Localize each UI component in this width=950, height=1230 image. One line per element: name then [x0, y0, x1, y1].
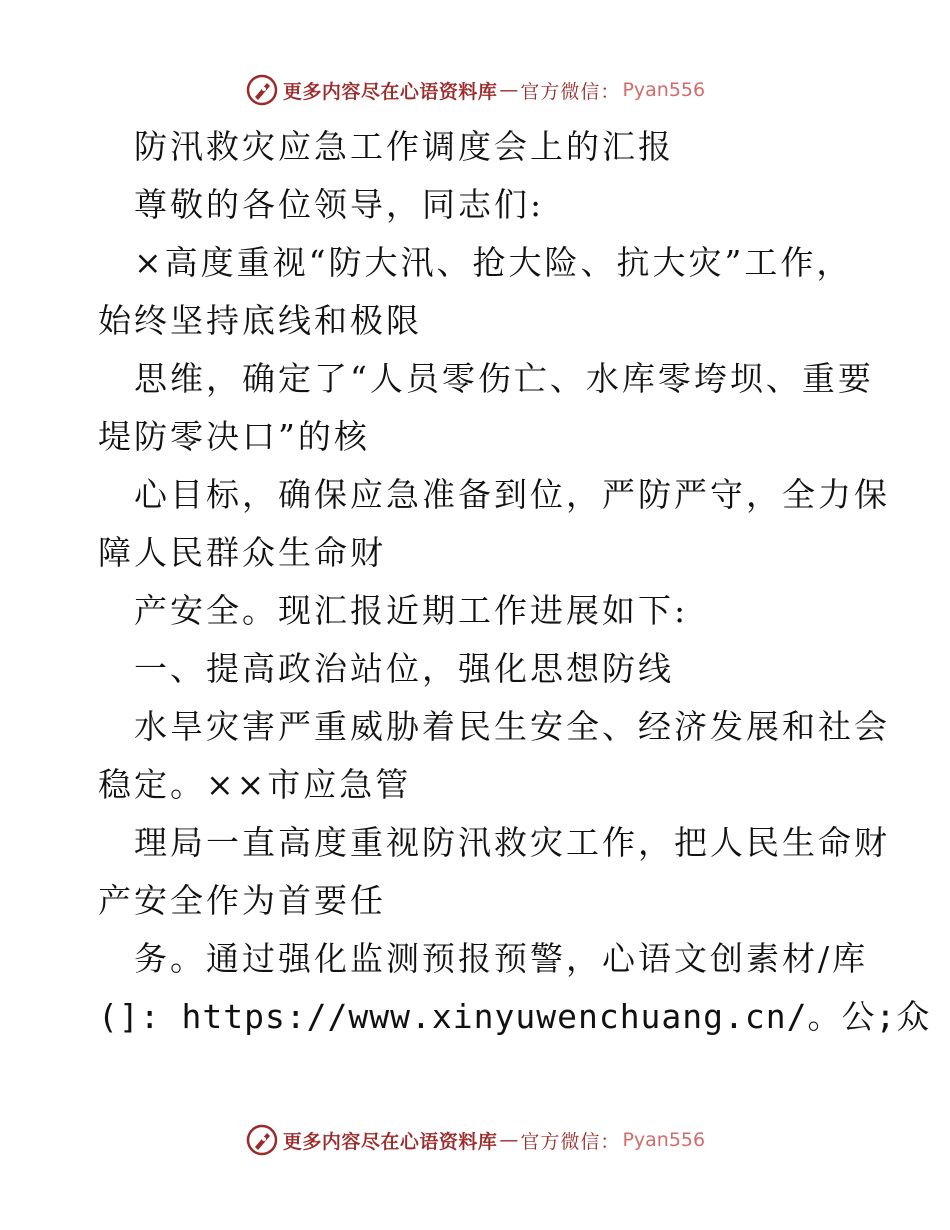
footer-watermark	[0, 1120, 950, 1160]
watermark-official-text: 官方微信：	[520, 80, 621, 103]
document-line: 水旱灾害严重威胁着民生安全、经济发展和社会	[134, 707, 890, 746]
watermark-dash: —	[499, 79, 519, 101]
document-line: 理局一直高度重视防汛救灾工作，把人民生命财	[134, 823, 890, 862]
document-url-line: (]: https://www.xinyuwenchuang.cn/。公;众	[98, 997, 931, 1036]
watermark-wechat-id: Pyan556	[622, 79, 706, 101]
document-line: 思维，确定了“人员零伤亡、水库零垮坝、重要	[134, 359, 874, 398]
header-watermark	[0, 70, 950, 110]
watermark-dash: —	[499, 1129, 519, 1151]
watermark-site-text: 更多内容尽在心语资料库	[282, 80, 498, 103]
section-heading: 一、提高政治站位，强化思想防线	[134, 649, 674, 688]
document-line: 稳定。××市应急管	[98, 765, 412, 804]
pen-nib-logo-icon	[245, 73, 279, 107]
watermark-official-text: 官方微信：	[520, 1130, 621, 1153]
document-line: 始终坚持底线和极限	[98, 301, 422, 340]
document-line: 堤防零决口”的核	[98, 417, 370, 456]
document-line: 尊敬的各位领导，同志们:	[134, 185, 545, 224]
document-line: 产安全。现汇报近期工作进展如下:	[134, 591, 689, 630]
watermark-wechat-id: Pyan556	[622, 1129, 706, 1151]
document-line: 心目标，确保应急准备到位，严防严守，全力保	[134, 475, 890, 514]
document-line: 产安全作为首要任	[98, 881, 386, 920]
document-line: ×高度重视“防大汛、抢大险、抗大灾”工作，	[134, 243, 853, 282]
pen-nib-logo-icon	[245, 1123, 279, 1157]
watermark-site-text: 更多内容尽在心语资料库	[282, 1130, 498, 1153]
document-body	[98, 118, 931, 1046]
document-title: 防汛救灾应急工作调度会上的汇报	[134, 127, 674, 166]
document-line: 障人民群众生命财	[98, 533, 386, 572]
document-line: 务。通过强化监测预报预警，心语文创素材/库	[134, 939, 869, 978]
